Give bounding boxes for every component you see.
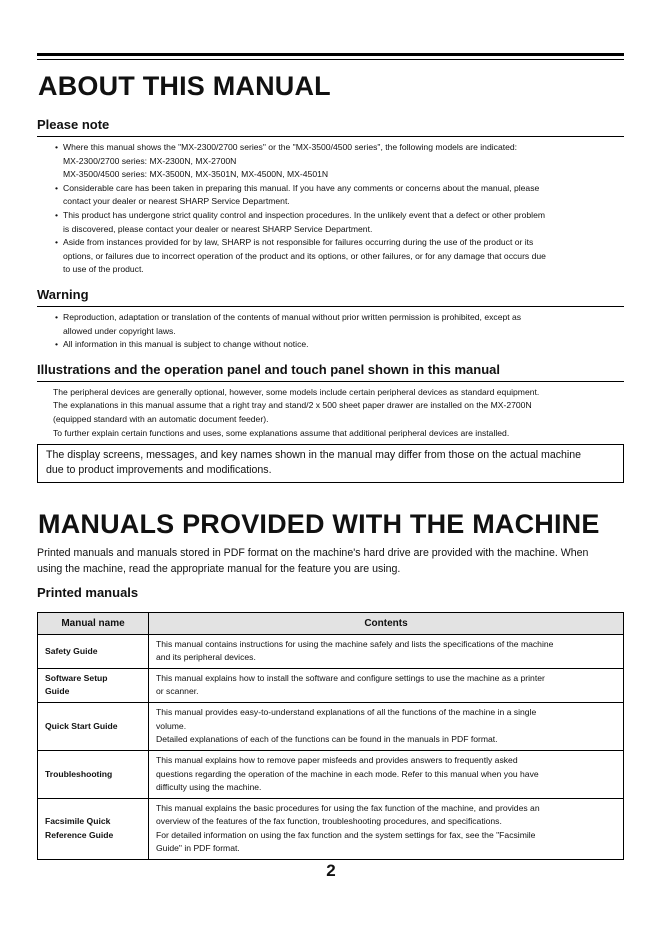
section-title-manuals: MANUALS PROVIDED WITH THE MACHINE [38,509,600,540]
table-header-row [38,612,624,634]
table-row [38,798,624,859]
please-note-heading: Please note [37,117,624,137]
manual-page [37,53,624,860]
bullet-icon: • [55,142,59,152]
illustrations-text: The peripheral devices are generally optional, however, some models include certain peripheral devices as standard equipment. The explanations in this manual assume that a right tray and stand/2 x 500 sheet paper drawer are installed on the MX-2700N (equipped standard with an automatic document feeder). To further explain certain functions and uses, some explanations assume that additional peripheral devices are installed. [53,386,540,438]
please-note-list [37,141,624,277]
page-number: 2 [326,861,336,880]
warning-list [37,311,624,352]
table-row [38,668,624,702]
printed-manuals-heading: Printed manuals [37,584,139,600]
manual-contents-cell: This manual contains instructions for using the machine safely and lists the specifications of the machine and its peripheral devices. [149,634,624,668]
list-item: • All information in this manual is subject to change without notice. [55,338,624,352]
bullet-icon: • [55,209,59,220]
printed-manuals-section [37,585,624,860]
illustrations-section [37,362,624,483]
list-item: • Reproduction, adaptation or translation of the contents of manual without prior written permission is prohibited, except as allowed under copyright laws. [55,311,522,336]
bullet-icon: • [55,237,59,248]
list-item: • Where this manual shows the "MX-2300/2700 series" or the "MX-3500/4500 series", the following models are indicated: MX-2300/2700 series: MX-2300N, MX-2700N MX-3500/4500 series: MX-3500N, MX-3501N, MX-4500N, MX-4501N [55,142,518,180]
column-header-contents: Contents [149,612,624,634]
table-row [38,750,624,798]
bullet-icon: • [55,311,59,322]
intro-paragraph: Printed manuals and manuals stored in PDF format on the machine's hard drive are provided with the machine. When using the machine, read the appropriate manual for the feature you are using. [37,547,589,575]
manuals-table [37,612,624,860]
page-title: ABOUT THIS MANUAL [38,71,331,101]
top-rule [37,53,624,56]
illustrations-heading: Illustrations and the operation panel and touch panel shown in this manual [37,362,624,382]
manual-contents-cell: This manual explains how to install the software and configure settings to use the machine as a printer or scanner. [149,668,624,702]
please-note-section [37,117,624,277]
manual-contents-cell: This manual explains the basic procedures for using the fax function of the machine, and provides an overview of the features of the fax function, troubleshooting procedures, and specifications. For detailed information on using the fax function and the system settings for fax, see the "Facsimile Guide" in PDF format. [149,798,624,859]
table-row [38,634,624,668]
bullet-icon: • [55,339,59,350]
manual-name-cell: Quick Start Guide [38,702,149,750]
bullet-icon: • [55,182,59,193]
manual-contents-cell: This manual explains how to remove paper misfeeds and provides answers to frequently asked questions regarding the operation of the machine in each mode. Refer to this manual when you have difficulty using the machine. [149,750,624,798]
list-item: • Aside from instances provided for by law, SHARP is not responsible for failures occurring during the use of the product or its options, or failures due to incorrect operation of the product and its options, or other failures, or for any damage that occurs due to use of the product. [55,237,546,275]
top-rule-thin [37,59,624,60]
list-item: • Considerable care has been taken in preparing this manual. If you have any comments or concerns about the manual, please contact your dealer or nearest SHARP Service Department. [55,182,540,207]
manual-name-cell: Facsimile Quick Reference Guide [38,798,149,859]
column-header-name: Manual name [38,612,149,634]
warning-heading: Warning [37,287,624,307]
warning-section [37,287,624,352]
list-item: • This product has undergone strict quality control and inspection procedures. In the unlikely event that a defect or other problem is discovered, please contact your dealer or nearest SHARP Service Department. [55,209,546,234]
manual-contents-cell: This manual provides easy-to-understand explanations of all the functions of the machine in a single volume. Detailed explanations of each of the functions can be found in the manuals in PDF format. [149,702,624,750]
table-row [38,702,624,750]
note-box: The display screens, messages, and key names shown in the manual may differ from those on the actual machine due to product improvements and modifications. [37,444,624,483]
manual-name-cell: Software Setup Guide [38,668,149,702]
manual-name-cell: Safety Guide [38,634,149,668]
manual-name-cell: Troubleshooting [38,750,149,798]
